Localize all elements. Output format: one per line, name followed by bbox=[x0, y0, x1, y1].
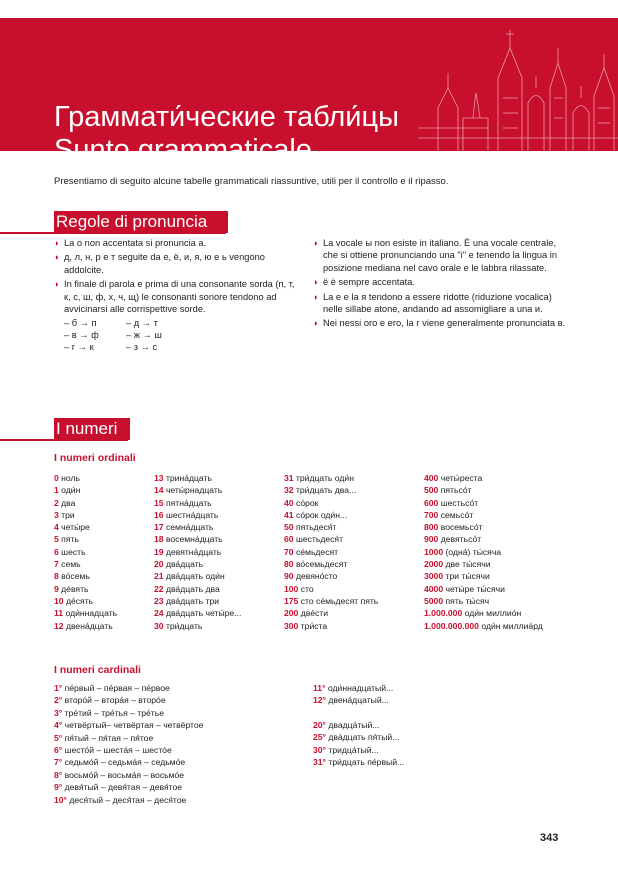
number-word: со́рок оди́н... bbox=[295, 509, 348, 520]
number-row bbox=[284, 509, 378, 521]
number-word: две ты́сячи bbox=[445, 559, 491, 570]
subheading-ordinali: I numeri ordinali bbox=[54, 452, 136, 464]
number-word: четы́рнадцать bbox=[165, 485, 223, 496]
number-word: два bbox=[61, 497, 76, 508]
numbers-column-4 bbox=[424, 472, 543, 632]
number-row bbox=[54, 509, 117, 521]
number-word: четы́ре ты́сячи bbox=[445, 583, 505, 594]
number-word: седьмо́й – седьма́я – седьмо́е bbox=[64, 757, 186, 768]
number-word: трина́дцать bbox=[165, 473, 212, 483]
number-value: 30° bbox=[313, 744, 326, 755]
number-row bbox=[424, 533, 543, 545]
number-word: второ́й – втора́я – второ́е bbox=[64, 695, 166, 706]
number-row bbox=[284, 607, 378, 619]
number-row bbox=[54, 546, 117, 558]
number-row bbox=[154, 583, 241, 595]
number-word: два́дцать пя́тый... bbox=[328, 732, 400, 743]
number-value: 400 bbox=[424, 473, 439, 483]
number-value: 4000 bbox=[424, 583, 444, 594]
number-value: 100 bbox=[284, 583, 299, 594]
number-word: три ты́сячи bbox=[445, 571, 490, 582]
number-value: 18 bbox=[154, 534, 164, 545]
bullet-icon: ◗ bbox=[54, 252, 60, 263]
number-row bbox=[424, 558, 543, 570]
number-row bbox=[154, 558, 241, 570]
number-row bbox=[54, 533, 117, 545]
number-word: восемна́дцать bbox=[165, 534, 223, 545]
bullet-icon: ◗ bbox=[54, 238, 60, 248]
number-value: 800 bbox=[424, 522, 439, 533]
number-word: двена́дцать bbox=[65, 620, 113, 631]
number-row bbox=[54, 732, 203, 744]
pair-item: – з → с bbox=[126, 342, 158, 353]
number-row bbox=[424, 595, 543, 607]
list-item: ◗ ё è sempre accentata. bbox=[313, 277, 415, 288]
number-value: 6 bbox=[54, 546, 59, 557]
number-word: шестьсо́т bbox=[440, 497, 479, 508]
number-word: шесто́й – шеста́я – шесто́е bbox=[64, 745, 172, 756]
number-row bbox=[54, 620, 117, 632]
number-value: 15 bbox=[154, 497, 164, 508]
number-word: оди́ннадцатый... bbox=[327, 683, 394, 693]
pair-item: – д → т bbox=[126, 318, 158, 329]
number-row bbox=[313, 756, 404, 768]
number-word: двадца́тый... bbox=[328, 720, 380, 730]
number-word: оди́ннадцать bbox=[65, 608, 118, 619]
number-word: оди́н миллио́н bbox=[464, 608, 522, 619]
number-value: 1000 bbox=[424, 546, 444, 557]
number-word: (одна́) ты́сяча bbox=[445, 546, 502, 557]
number-value: 200 bbox=[284, 608, 299, 619]
number-value: 31 bbox=[284, 473, 294, 483]
number-row bbox=[54, 497, 117, 509]
number-row bbox=[54, 707, 203, 719]
number-value: 8° bbox=[54, 769, 63, 780]
number-word: пять bbox=[61, 534, 79, 545]
number-word: девяно́сто bbox=[295, 571, 338, 582]
bullet-icon: ◗ bbox=[313, 277, 319, 288]
number-word: пятна́дцать bbox=[165, 497, 212, 508]
number-word: восемьсо́т bbox=[440, 522, 483, 533]
number-row bbox=[284, 620, 378, 632]
number-value: 23 bbox=[154, 595, 164, 606]
number-value: 3 bbox=[54, 509, 59, 520]
number-row bbox=[313, 682, 393, 694]
number-row bbox=[54, 756, 203, 768]
number-value: 30 bbox=[154, 620, 164, 631]
pair-item: – ж → ш bbox=[126, 330, 162, 341]
number-value: 4° bbox=[54, 720, 63, 731]
number-value: 11° bbox=[313, 683, 326, 693]
number-word: сто се́мьдесят пять bbox=[300, 595, 379, 606]
number-word: три́дцать оди́н bbox=[295, 473, 354, 483]
number-row bbox=[154, 521, 241, 533]
number-row bbox=[54, 472, 117, 484]
number-word: девятьсо́т bbox=[440, 534, 482, 545]
number-value: 50 bbox=[284, 522, 294, 533]
number-word: два́дцать два bbox=[165, 583, 220, 594]
page-number: 343 bbox=[540, 832, 559, 844]
number-word: пять ты́сяч bbox=[445, 595, 490, 606]
number-row bbox=[54, 794, 203, 806]
number-value: 9° bbox=[54, 782, 63, 793]
number-row bbox=[424, 521, 543, 533]
number-word: две́сти bbox=[300, 608, 329, 619]
number-word: четы́реста bbox=[440, 473, 483, 483]
cardinal-column-right-a bbox=[313, 682, 393, 707]
number-row bbox=[424, 583, 543, 595]
number-row bbox=[424, 509, 543, 521]
number-value: 21 bbox=[154, 571, 164, 582]
number-word: со́рок bbox=[295, 497, 319, 508]
number-value: 5000 bbox=[424, 595, 444, 606]
bullet-icon: ◗ bbox=[313, 238, 319, 248]
number-row bbox=[54, 744, 203, 756]
number-row bbox=[154, 570, 241, 582]
number-word: се́мьдесят bbox=[295, 546, 339, 557]
number-row bbox=[54, 607, 117, 619]
number-word: восьмо́й – восьма́я – восьмо́е bbox=[64, 769, 185, 780]
number-row bbox=[313, 694, 393, 706]
number-word: три́ста bbox=[300, 620, 328, 631]
number-row bbox=[284, 595, 378, 607]
number-value: 41 bbox=[284, 509, 294, 520]
number-value: 2° bbox=[54, 695, 63, 706]
number-value: 2000 bbox=[424, 559, 444, 570]
number-row bbox=[154, 497, 241, 509]
number-word: во́семь bbox=[61, 571, 90, 582]
number-word: де́вять bbox=[61, 583, 89, 594]
number-value: 300 bbox=[284, 620, 299, 631]
number-value: 7 bbox=[54, 559, 59, 570]
number-value: 25° bbox=[313, 732, 326, 743]
list-item: ◗ Nei nessi ого e его, la г viene generalmente pronunciata в. bbox=[313, 318, 566, 329]
number-word: оди́н миллиа́рд bbox=[481, 620, 543, 631]
number-value: 70 bbox=[284, 546, 294, 557]
number-word: четвёртый– четвёртая – четвёртое bbox=[64, 720, 204, 731]
number-value: 1 bbox=[54, 485, 59, 496]
number-row bbox=[284, 484, 378, 496]
number-value: 500 bbox=[424, 485, 439, 496]
number-value: 1.000.000.000 bbox=[424, 620, 479, 631]
number-value: 24 bbox=[154, 608, 164, 619]
number-row bbox=[284, 521, 378, 533]
pair-item: – б → п bbox=[64, 318, 97, 329]
number-value: 32 bbox=[284, 485, 294, 496]
number-row bbox=[284, 583, 378, 595]
number-word: тридца́тый... bbox=[328, 744, 379, 755]
subheading-cardinali: I numeri cardinali bbox=[54, 664, 141, 676]
number-value: 20° bbox=[313, 720, 326, 730]
number-row bbox=[284, 570, 378, 582]
number-word: три́дцать пе́рвый... bbox=[328, 757, 405, 768]
number-value: 5° bbox=[54, 732, 63, 743]
list-item: ◗ д, л, н, р e т seguite da е, ё, и, я, ю e ь vengono addolcite. bbox=[54, 252, 265, 275]
number-value: 7° bbox=[54, 757, 63, 768]
number-value: 600 bbox=[424, 497, 439, 508]
number-value: 3° bbox=[54, 707, 63, 718]
number-row bbox=[54, 558, 117, 570]
number-value: 12 bbox=[54, 620, 64, 631]
title-italian: Sunto grammaticale bbox=[54, 134, 312, 166]
section-heading-pronuncia: Regole di pronuncia bbox=[54, 211, 228, 233]
number-word: два́дцать четы́ре... bbox=[165, 608, 242, 619]
number-word: семь bbox=[61, 559, 81, 570]
number-word: пятьсо́т bbox=[440, 485, 472, 496]
number-row bbox=[154, 472, 241, 484]
list-item: ◗ In finale di parola e prima di una consonante sorda (п, т, к, с, ш, ф, х, ч, щ) le consonanti sonore tendono ad avvicinarsi alle corrispettive sorde. bbox=[54, 279, 295, 315]
number-row bbox=[424, 484, 543, 496]
number-row bbox=[54, 719, 203, 731]
number-value: 80 bbox=[284, 559, 294, 570]
kremlin-skyline-illustration bbox=[418, 18, 618, 151]
number-row bbox=[54, 781, 203, 793]
number-value: 6° bbox=[54, 745, 63, 756]
numbers-column-3 bbox=[284, 472, 378, 632]
number-row bbox=[54, 769, 203, 781]
number-word: пя́тый – пя́тая – пя́тое bbox=[64, 732, 154, 743]
number-row bbox=[54, 694, 203, 706]
number-row bbox=[424, 546, 543, 558]
number-word: сто bbox=[300, 583, 314, 594]
number-word: ноль bbox=[61, 473, 80, 483]
number-row bbox=[424, 570, 543, 582]
number-row bbox=[154, 595, 241, 607]
number-row bbox=[154, 546, 241, 558]
number-value: 1.000.000 bbox=[424, 608, 463, 619]
number-row bbox=[154, 484, 241, 496]
number-row bbox=[154, 509, 241, 521]
numbers-column-2 bbox=[154, 472, 241, 632]
number-value: 19 bbox=[154, 546, 164, 557]
number-word: два́дцать bbox=[165, 559, 204, 570]
number-row bbox=[313, 731, 404, 743]
number-value: 900 bbox=[424, 534, 439, 545]
number-word: четы́ре bbox=[61, 522, 90, 533]
pronuncia-right-column bbox=[313, 237, 568, 332]
number-row bbox=[424, 497, 543, 509]
number-row bbox=[313, 744, 404, 756]
number-value: 2 bbox=[54, 497, 59, 508]
pronuncia-left-column bbox=[54, 237, 299, 353]
number-word: семьсо́т bbox=[440, 509, 474, 520]
number-row bbox=[54, 570, 117, 582]
list-item: ◗ La vocale ы non esiste in italiano. È una vocale centrale, che si ottiene pronunciando una "i" e tenendo la lingua in posizione mediana nel cavo orale e le labbra rilassate. bbox=[313, 238, 558, 273]
cardinal-column-left bbox=[54, 682, 203, 806]
number-word: девя́тый – девя́тая – девя́тое bbox=[64, 782, 183, 793]
number-word: шесть bbox=[61, 546, 86, 557]
number-value: 60 bbox=[284, 534, 294, 545]
number-word: два́дцать три bbox=[165, 595, 220, 606]
pair-item: – г → к bbox=[64, 342, 94, 353]
bullet-icon: ◗ bbox=[313, 318, 319, 329]
number-value: 31° bbox=[313, 757, 326, 768]
section-heading-numeri: I numeri bbox=[54, 418, 130, 440]
number-word: оди́н bbox=[61, 485, 81, 496]
number-row bbox=[424, 620, 543, 632]
number-value: 700 bbox=[424, 509, 439, 520]
number-word: де́сять bbox=[65, 595, 94, 606]
number-row bbox=[284, 497, 378, 509]
number-value: 14 bbox=[154, 485, 164, 496]
bullet-icon: ◗ bbox=[313, 291, 319, 302]
number-row bbox=[284, 533, 378, 545]
number-word: шестьдеся́т bbox=[295, 534, 344, 545]
number-value: 10 bbox=[54, 595, 64, 606]
number-word: двена́дцатый... bbox=[328, 695, 389, 706]
number-word: три́дцать два... bbox=[295, 485, 357, 496]
number-word: во́семьдесят bbox=[295, 559, 348, 570]
number-value: 40 bbox=[284, 497, 294, 508]
header-banner bbox=[0, 18, 618, 166]
number-row bbox=[154, 620, 241, 632]
number-row bbox=[424, 607, 543, 619]
number-word: три bbox=[61, 509, 75, 520]
number-word: пе́рвый – пе́рвая – пе́рвое bbox=[64, 683, 170, 693]
number-row bbox=[54, 521, 117, 533]
number-row bbox=[154, 607, 241, 619]
number-value: 17 bbox=[154, 522, 164, 533]
number-value: 12° bbox=[313, 695, 326, 706]
number-value: 22 bbox=[154, 583, 164, 594]
number-word: тре́тий – тре́тья – тре́тье bbox=[64, 707, 164, 718]
numbers-column-1 bbox=[54, 472, 117, 632]
number-word: семна́дцать bbox=[165, 522, 214, 533]
bullet-icon: ◗ bbox=[54, 279, 60, 290]
number-value: 20 bbox=[154, 559, 164, 570]
number-value: 3000 bbox=[424, 571, 444, 582]
number-value: 9 bbox=[54, 583, 59, 594]
number-value: 90 bbox=[284, 571, 294, 582]
number-value: 16 bbox=[154, 509, 164, 520]
cardinal-column-right-b bbox=[313, 719, 404, 769]
number-value: 175 bbox=[284, 595, 299, 606]
intro-text: Presentiamo di seguito alcune tabelle grammaticali riassuntive, utili per il controllo e il ripasso. bbox=[54, 176, 449, 187]
consonant-pairs bbox=[64, 317, 299, 353]
number-row bbox=[424, 472, 543, 484]
number-word: шестна́дцать bbox=[165, 509, 219, 520]
number-word: пятьдеся́т bbox=[295, 522, 337, 533]
number-row bbox=[54, 583, 117, 595]
number-value: 8 bbox=[54, 571, 59, 582]
number-value: 5 bbox=[54, 534, 59, 545]
number-row bbox=[54, 595, 117, 607]
number-row bbox=[284, 558, 378, 570]
number-value: 11 bbox=[54, 608, 64, 619]
number-word: девятна́дцать bbox=[165, 546, 222, 557]
number-value: 1° bbox=[54, 683, 63, 693]
number-word: три́дцать bbox=[165, 620, 203, 631]
number-value: 0 bbox=[54, 473, 59, 483]
number-row bbox=[284, 546, 378, 558]
title-russian: Граммати́ческие табли́цы bbox=[54, 101, 399, 133]
number-row bbox=[54, 682, 203, 694]
list-item: ◗ La е e la я tendono a essere ridotte (riduzione vocalica) nelle sillabe atone, andando ad assomigliare a una и. bbox=[313, 291, 552, 315]
number-row bbox=[154, 533, 241, 545]
number-word: деся́тый – деся́тая – деся́тое bbox=[69, 794, 187, 805]
number-value: 13 bbox=[154, 473, 164, 483]
number-word: два́дцать оди́н bbox=[165, 571, 225, 582]
number-row bbox=[313, 719, 404, 731]
number-row bbox=[54, 484, 117, 496]
number-value: 4 bbox=[54, 522, 59, 533]
list-item: ◗ La о non accentata si pronuncia а. bbox=[54, 238, 207, 248]
number-value: 10° bbox=[54, 794, 67, 805]
pair-item: – в → ф bbox=[64, 330, 99, 341]
number-row bbox=[284, 472, 378, 484]
